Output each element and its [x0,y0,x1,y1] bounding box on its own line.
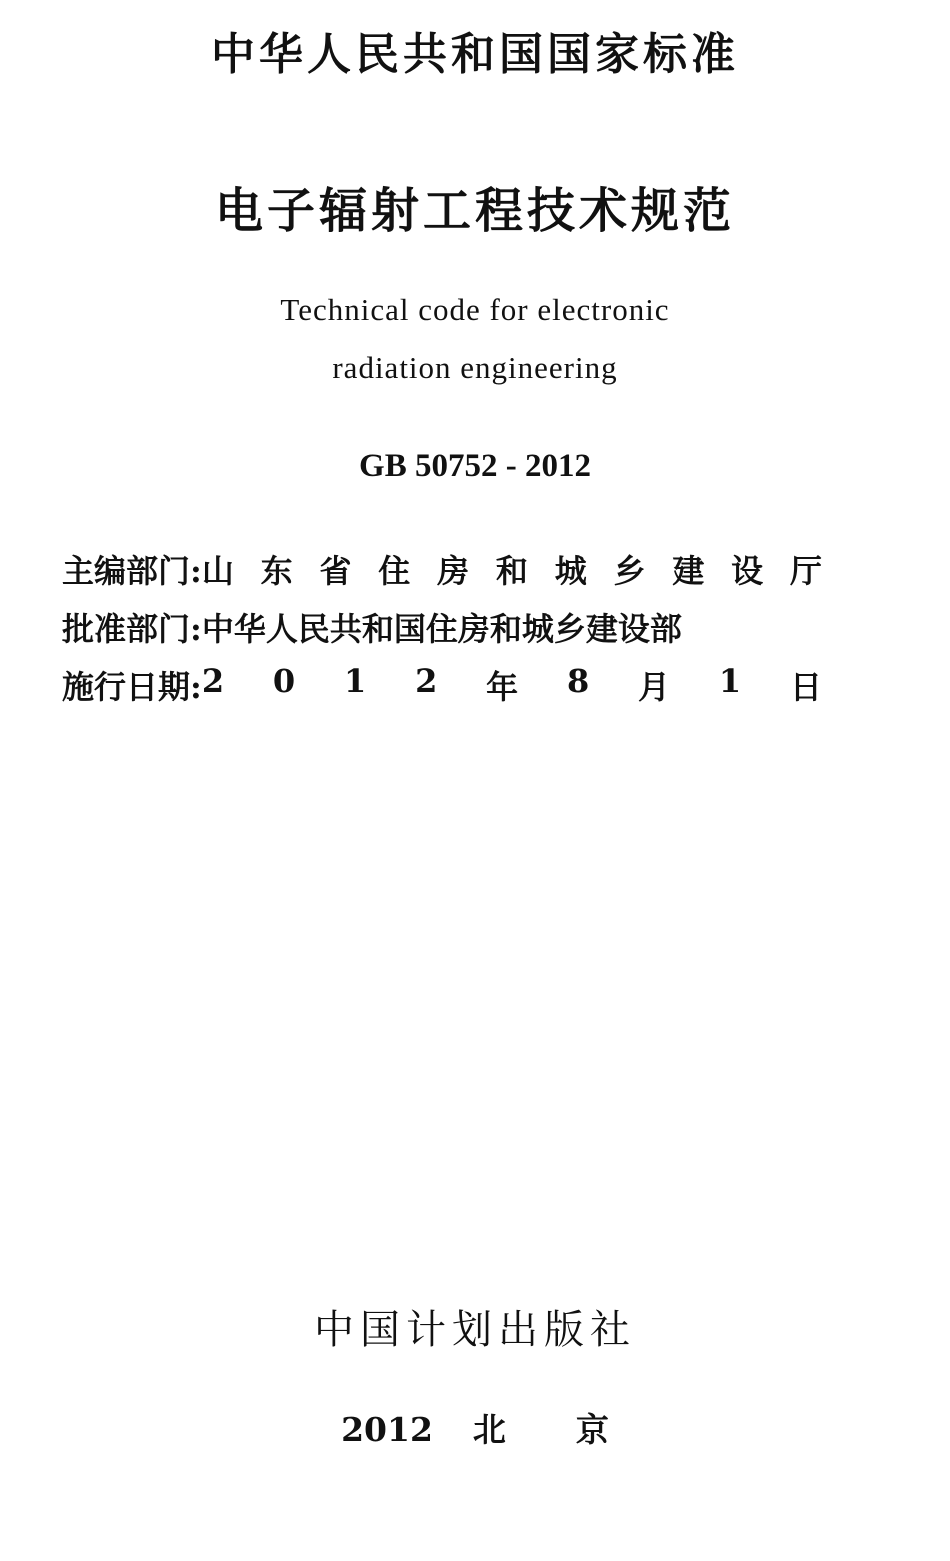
date-char: 2 [201,662,225,700]
publication-city-char: 北 [472,1410,506,1449]
publisher-name: 中国计划出版社 [314,1307,636,1353]
publication-year: 2012 [341,1410,433,1449]
date-char: 8 [566,662,590,700]
document-title-en-line1: Technical code for electronic [280,292,670,327]
editor-char: 山 [201,552,234,590]
standard-type-heading: 中华人民共和国国家标准 [211,29,739,80]
approver-label: 批准部门: [62,610,202,648]
editor-char: 和 [495,552,528,590]
date-char: 1 [343,662,367,700]
date-char: 2 [415,662,438,700]
editor-char: 建 [672,552,705,590]
editor-label: 主编部门: [62,552,202,590]
editor-char: 房 [437,552,470,590]
date-char: 年 [486,668,519,706]
editor-char: 住 [378,552,411,590]
publication-place [0,1404,950,1451]
approver-row [62,604,822,650]
editor-char: 乡 [613,552,646,590]
approver-value: 中华人民共和国住房和城乡建设部 [201,610,682,648]
document-title-en-line2: radiation engineering [332,350,618,385]
editor-char: 东 [260,552,293,590]
editor-row [62,546,822,592]
effective-date-value [202,662,822,708]
document-title-zh: 电子辐射工程技术规范 [214,183,735,239]
effective-date-row [62,662,822,708]
editor-char: 设 [731,552,764,590]
date-char: 日 [789,668,822,706]
date-char: 0 [272,662,296,700]
standard-number: GB 50752 - 2012 [359,448,591,484]
editor-char: 城 [554,552,587,590]
editor-char: 厅 [789,552,822,590]
publication-city-char: 京 [575,1410,609,1449]
date-char: 月 [638,668,671,706]
date-char: 1 [718,662,742,700]
editor-char: 省 [319,552,352,590]
effective-date-label: 施行日期: [62,668,202,706]
editor-value [202,546,822,592]
